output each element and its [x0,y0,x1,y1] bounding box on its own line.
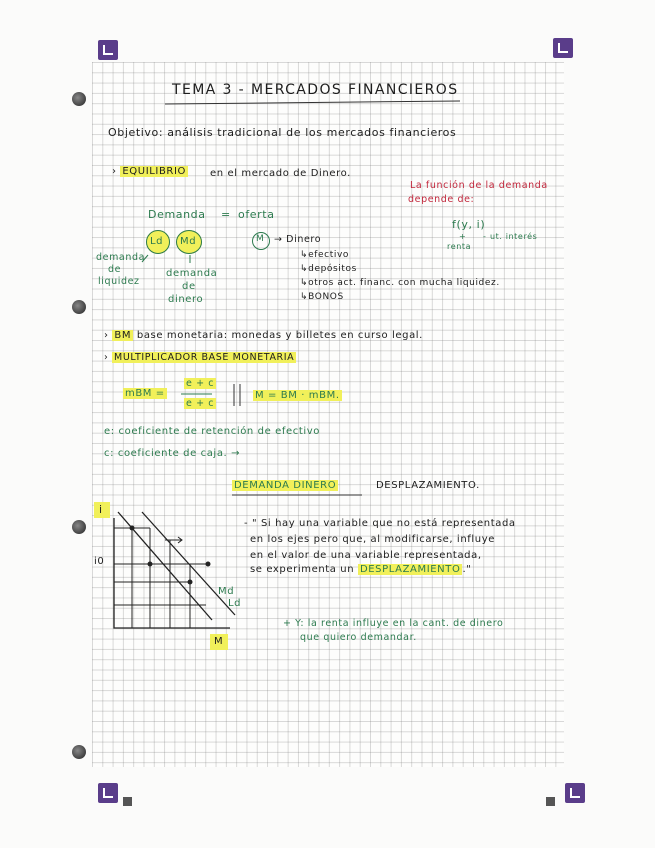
function-minus: - [483,232,487,241]
ld-symbol: Ld [150,236,164,247]
eq-equals: = [221,208,231,221]
left-label-1: demanda [96,252,146,263]
quote-line-3: en el valor de una variable representada, [250,550,482,561]
bm-highlight: BM [114,330,132,341]
formula-num: e + c [186,378,215,389]
bm-line: › BM base monetaria: monedas y billetes en curso legal. [104,330,423,341]
graph-shift-arrow [165,537,182,543]
multiplier-line: › MULTIPLICADOR BASE MONETARIA [104,352,295,363]
eq-oferta: oferta [238,208,275,221]
money-item-3: ↳otros act. financ. con mucha liquidez. [300,278,500,288]
money-item-1: ↳efectivo [300,250,349,260]
graph-x-axis-label: M [214,636,224,647]
m-symbol: M [256,234,265,244]
formula-den: e + c [186,398,215,409]
graph-horizontal-lines [114,528,210,605]
quote-start: se experimenta un [250,564,355,575]
equilibrio-rest: en el mercado de Dinero. [210,168,351,179]
definition-e: e: coeficiente de retención de efectivo [104,426,320,437]
note-y-line1: + Y: la renta influye en la cant. de dinero [283,618,504,629]
quote-highlight: DESPLAZAMIENTO [359,564,461,575]
formula-lhs: mBM = [125,388,165,399]
demanda-title: DEMANDA DINERO [234,480,337,491]
graph-y-tick: i0 [94,556,105,567]
graph-curve2-label: Ld [228,598,242,609]
graph-y-axis-label: i [99,503,103,516]
desplazamiento-title: DESPLAZAMIENTO. [376,480,480,491]
red-note-line2: depende de: [408,194,475,205]
mid-label-1: demanda [166,268,218,279]
equilibrio-highlight: EQUILIBRIO [122,166,186,177]
graph-vertical-lines [132,528,190,628]
eq-demanda: Demanda [148,208,206,221]
graph-point [206,562,211,567]
graph-point [148,562,153,567]
definition-c: c: coeficiente de caja. → [104,448,241,459]
quote-end: ." [462,564,472,575]
arrow-dinero: → Dinero [274,234,322,245]
mid-label-3: dinero [168,294,204,305]
graph-curve1-label: Md [218,586,235,597]
objective-text: Objetivo: análisis tradicional de los mercados financieros [108,126,457,139]
label-renta: renta [447,242,472,251]
function-plus: + [459,232,467,241]
md-symbol: Md [180,236,197,247]
graph-axes [114,518,230,628]
left-label-3: liquidez [98,276,140,287]
quote-line-1: - " Si hay una variable que no está representada [244,518,516,529]
graph-point [130,526,135,531]
quote-line-2: en los ejes pero que, al modificarse, influye [250,534,495,545]
formula-rhs: M = BM · mBM. [255,390,340,401]
bm-rest: base monetaria: monedas y billetes en curso legal. [136,330,423,341]
multiplier-title: MULTIPLICADOR BASE MONETARIA [114,352,295,363]
money-item-4: ↳BONOS [300,292,344,302]
function-expr: f(y, i) [452,218,486,231]
graph-point [188,580,193,585]
label-interes: ut. interés [490,232,538,241]
mid-label-2: de [182,281,196,292]
equilibrio-label: › EQUILIBRIO [112,166,186,177]
red-note-line1: La función de la demanda [410,180,548,191]
left-label-2: de [108,264,122,275]
money-item-2: ↳depósitos [300,264,357,274]
page-title: TEMA 3 - MERCADOS FINANCIEROS [172,82,459,98]
note-y-line2: que quiero demandar. [300,632,417,643]
